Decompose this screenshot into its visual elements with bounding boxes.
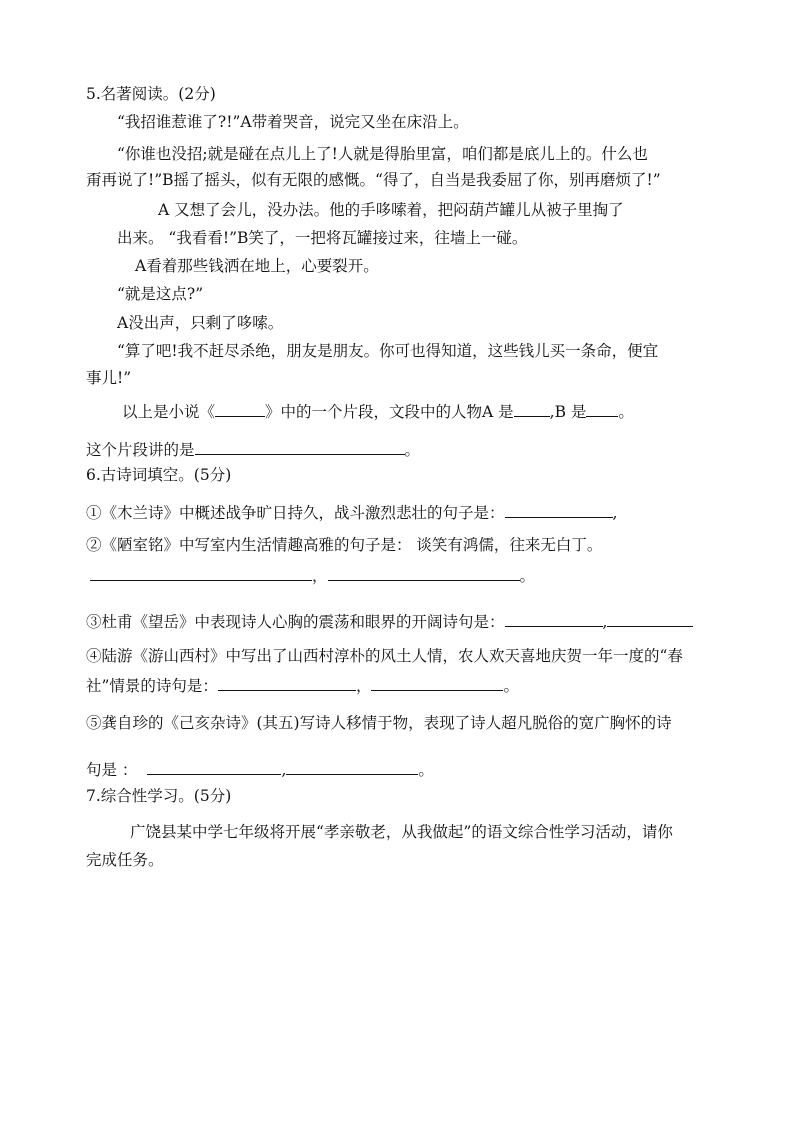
q6-item-1-text: ①《木兰诗》中概述战争旷日持久，战斗激烈悲壮的句子是：: [86, 504, 505, 522]
jihai-blank-1[interactable]: [147, 760, 281, 775]
q5-para-7-line-1: “算了吧!我不赶尽杀绝，朋友是朋友。你可也得知道，这些钱儿买一条命，便宜: [117, 342, 659, 360]
q5-para-3-line-2: 出来。 “我看看!”B笑了，一把将瓦罐接过来，往墙上一碰。: [117, 229, 528, 247]
q5-fill-text-d: 。: [618, 403, 634, 421]
q6-item-5-mid: ,: [281, 761, 287, 779]
q6-item-2: ②《陋室铭》中写室内生活情趣高雅的句子是： 谈笑有鸿儒，往来无白丁。: [86, 536, 603, 554]
q5-para-4: A看着那些钱洒在地上，心要裂开。: [135, 257, 379, 275]
q6-item-5-end: 。: [418, 761, 434, 779]
passage-summary-blank[interactable]: [195, 440, 405, 455]
q6-item-1-end: ,: [612, 504, 618, 522]
q6-item-4-end: 。: [503, 677, 519, 695]
q5-fill-text-c: ,B 是: [549, 403, 587, 421]
q5-para-7-line-2: 事儿!”: [86, 369, 132, 387]
q5-fill2-text-a: 这个片段讲的是: [86, 441, 195, 459]
q7-para-line-2: 完成任务。: [86, 851, 164, 869]
q6-title: 6.古诗词填空。(5分): [86, 466, 232, 484]
q6-item-2-end: 。: [519, 567, 536, 585]
mulan-poem-blank[interactable]: [505, 503, 613, 518]
shanxicun-blank-2[interactable]: [371, 676, 503, 691]
q5-para-1: “我招谁惹谁了?!”A带着哭音，说完又坐在床沿上。: [117, 113, 469, 131]
q6-item-4-text: 社”情景的诗句是：: [86, 677, 218, 695]
q6-item-4-mid: ，: [355, 677, 372, 695]
loushiming-blank-1[interactable]: [90, 566, 312, 581]
q5-title: 5.名著阅读。(2分): [86, 85, 216, 103]
q6-item-3: [86, 612, 693, 632]
q5-para-6: A没出声，只剩了哆嗦。: [117, 314, 284, 332]
character-b-blank[interactable]: [586, 402, 618, 417]
q6-item-5-line-1: ⑤龚自珍的《己亥杂诗》(其五)写诗人移情于物，表现了诗人超凡脱俗的宽广胸怀的诗: [86, 714, 672, 732]
q6-item-4-line-2: [86, 676, 519, 696]
q5-para-2-line-1: “你谁也没招;就是碰在点儿上了!人就是得胎里富，咱们都是底儿上的。什么也: [117, 145, 648, 163]
q6-item-5-text: 句是 ：: [86, 761, 138, 779]
q5-fill2-text-b: 。: [404, 441, 421, 459]
q6-item-4-line-1: ④陆游《游山西村》中写出了山西村淳朴的风土人情，农人欢天喜地庆贺一年一度的“春: [86, 647, 683, 665]
jihai-blank-2[interactable]: [286, 760, 418, 775]
character-a-blank[interactable]: [514, 402, 550, 417]
q5-para-5: “就是这点?”: [117, 285, 204, 303]
q6-item-3-text: ③杜甫《望岳》中表现诗人心胸的震荡和眼界的开阔诗句是：: [86, 613, 505, 631]
q7-title: 7.综合性学习。(5分): [86, 787, 232, 805]
q5-fill-text-a: 以上是小说《: [122, 403, 216, 421]
q6-item-2-mid: ，: [312, 567, 328, 585]
q6-item-5-line-2: [86, 760, 434, 780]
q6-item-3-mid: ,: [602, 613, 608, 631]
wangyue-blank-1[interactable]: [505, 612, 603, 627]
q5-fill-text-b: 》中的一个片段，文段中的人物A 是: [265, 403, 514, 421]
q6-item-1: [86, 503, 617, 523]
q6-item-2-blanks: [90, 566, 535, 586]
shanxicun-blank-1[interactable]: [218, 676, 356, 691]
q5-para-3-line-1: A 又想了会儿，没办法。他的手哆嗦着，把闷葫芦罐儿从被子里掏了: [158, 201, 624, 219]
q5-fill-line: [122, 402, 634, 422]
wangyue-blank-2[interactable]: [607, 612, 693, 627]
loushiming-blank-2[interactable]: [328, 566, 520, 581]
novel-title-blank[interactable]: [215, 402, 265, 417]
q7-para-line-1: 广饶县某中学七年级将开展“孝亲敬老，从我做起”的语文综合性学习活动，请你: [130, 823, 673, 841]
q5-para-2-line-2: 甭再说了!”B摇了摇头，似有无限的感慨。“得了，自当是我委屈了你，别再磨烦了!”: [86, 171, 661, 189]
q5-fill-line-2: [86, 440, 420, 460]
